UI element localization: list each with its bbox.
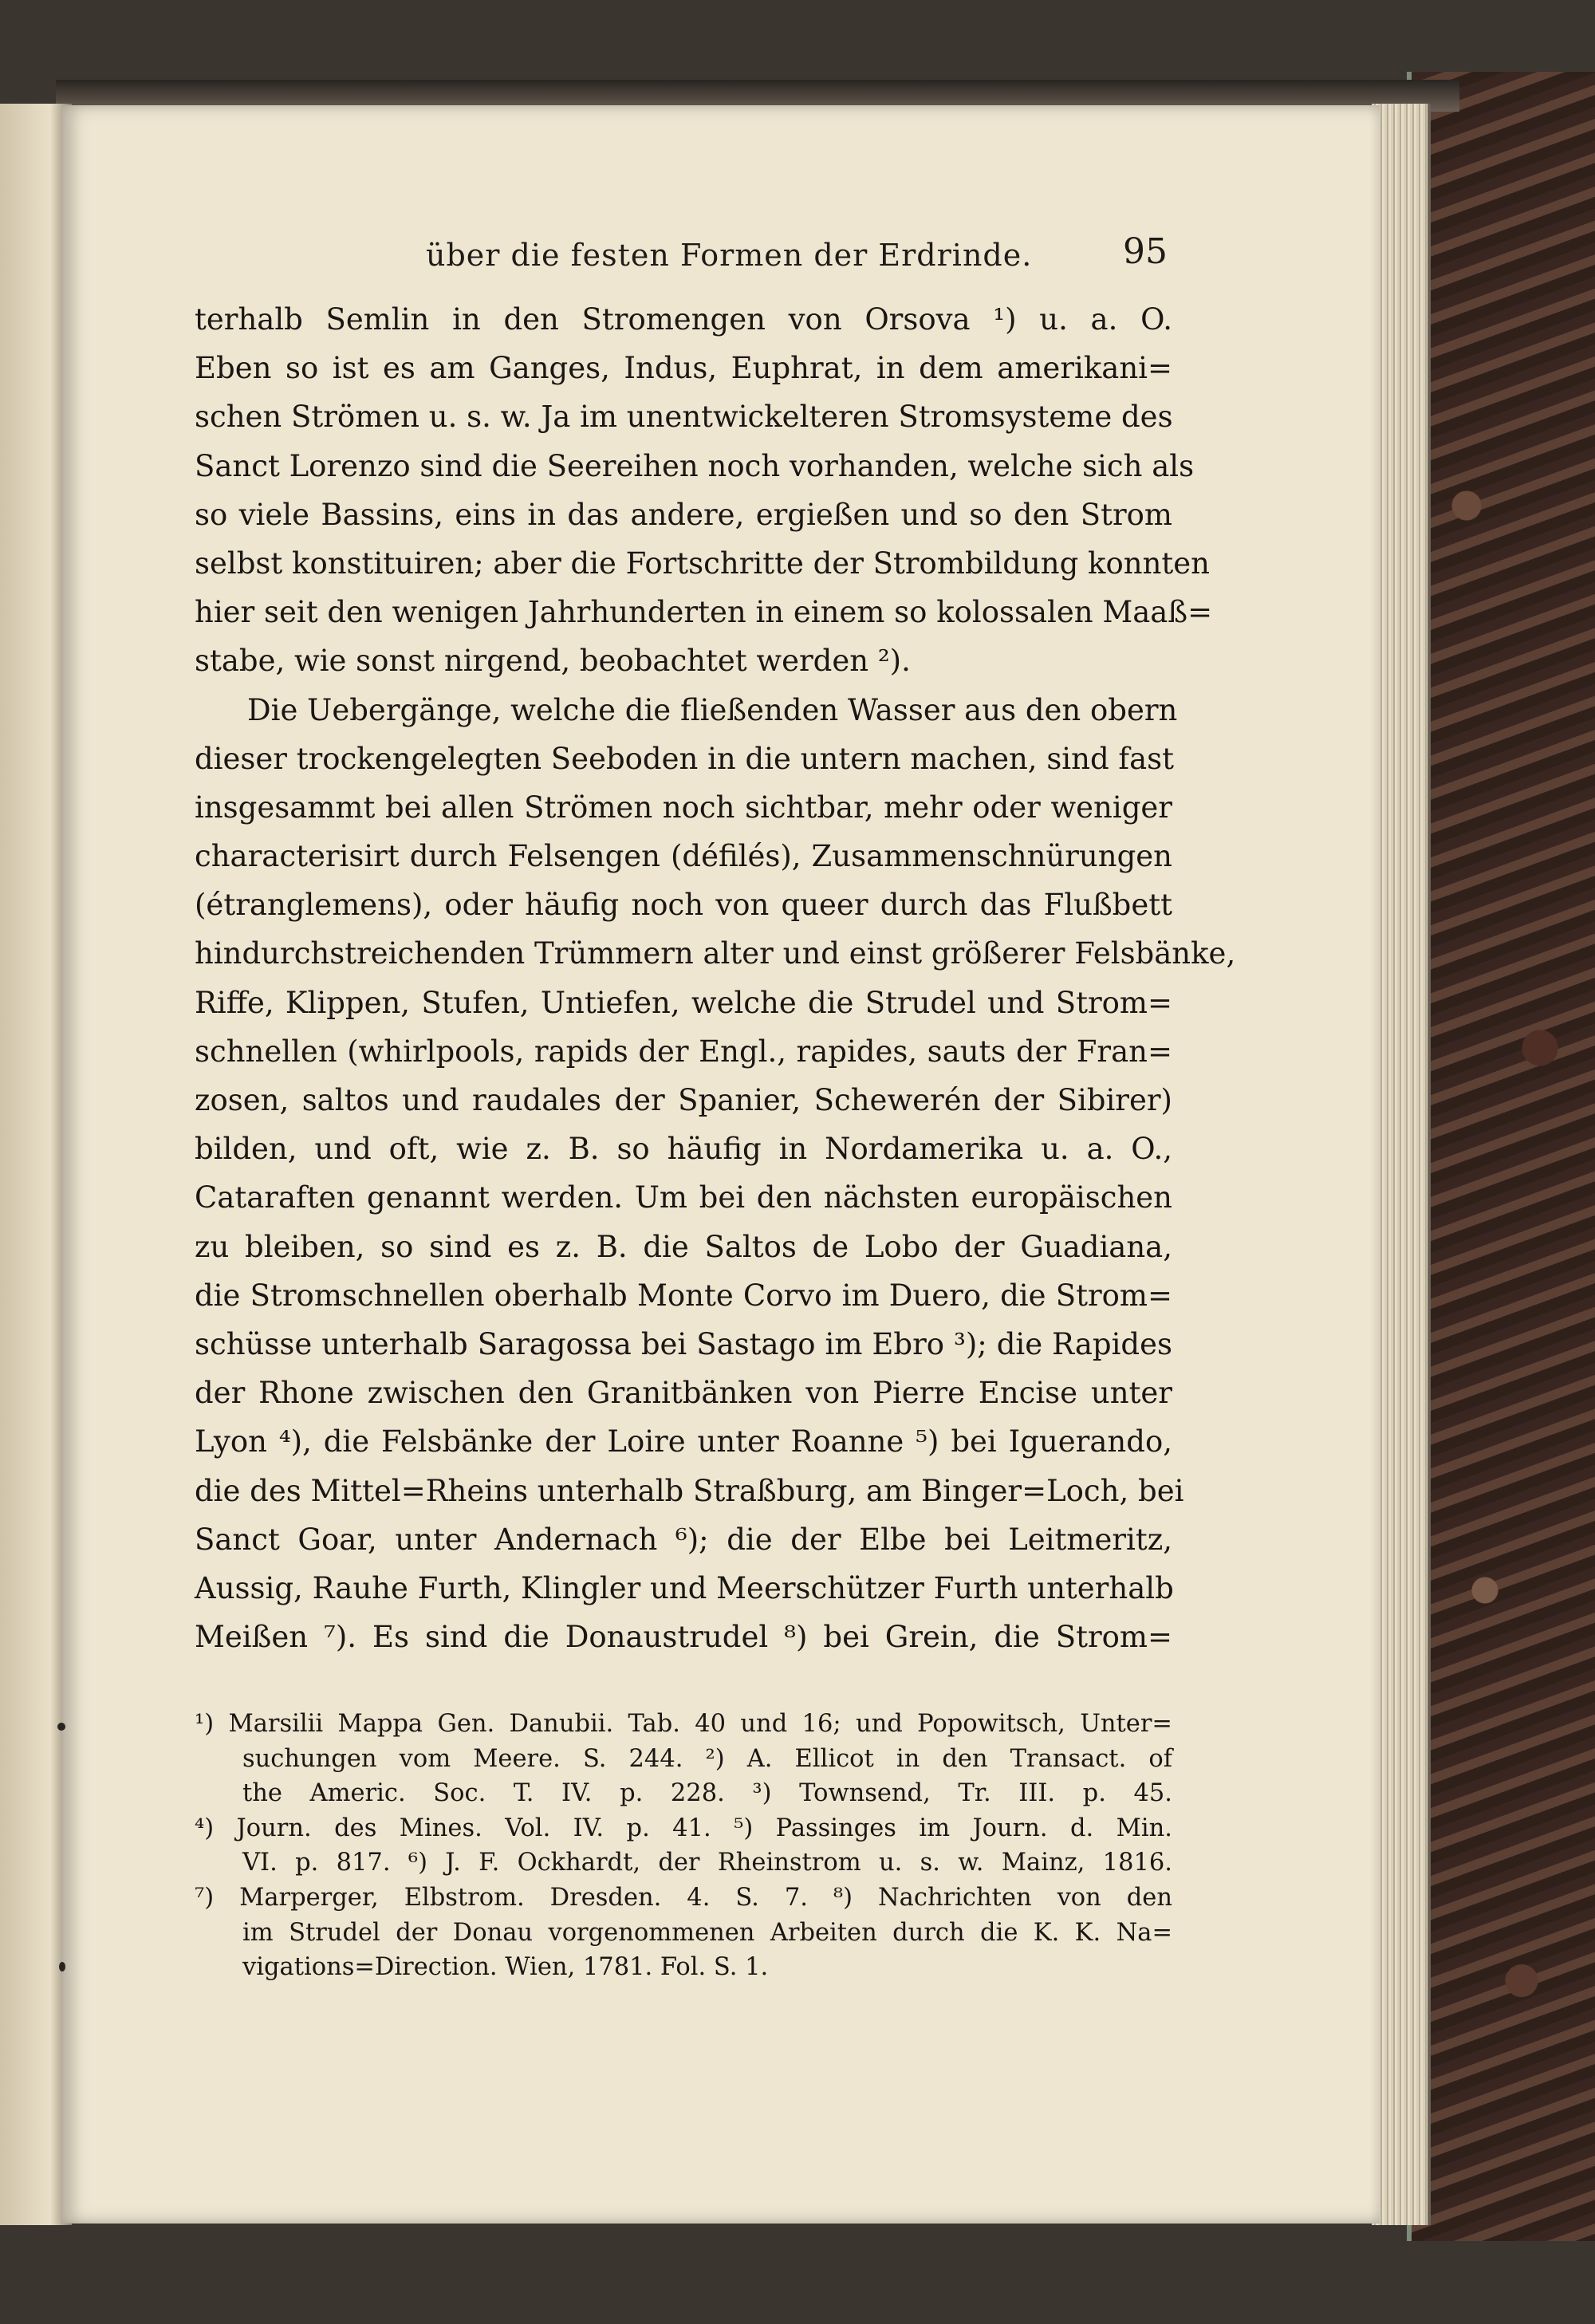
footnote-line: ⁴) Journ. des Mines. Vol. IV. p. 41. ⁵) Passinges im Journ. d. Min. <box>195 1814 1172 1842</box>
text-line: Sanct Goar, unter Andernach ⁶); die der Elbe bei Leitmeritz, <box>195 1522 1172 1557</box>
text-line: so viele Bassins, eins in das andere, ergießen und so den Strom <box>195 497 1172 532</box>
text-line: selbst konstituiren; aber die Fortschritte der Strombildung konnten <box>195 546 1210 581</box>
text-line: terhalb Semlin in den Stromengen von Orsova ¹) u. a. O. <box>195 302 1172 337</box>
facing-page-edge <box>0 104 72 2225</box>
running-header <box>426 231 1168 279</box>
text-line: dieser trockengelegten Seeboden in die untern machen, sind fast <box>195 741 1175 776</box>
text-line: Meißen ⁷). Es sind die Donaustrudel ⁸) bei Grein, die Strom= <box>195 1620 1172 1655</box>
text-line: hier seit den wenigen Jahrhunderten in einem so kolossalen Maaß= <box>195 595 1213 630</box>
text-line: zu bleiben, so sind es z. B. die Saltos de Lobo der Guadiana, <box>195 1229 1172 1264</box>
footnote-line: VI. p. 817. ⁶) J. F. Ockhardt, der Rheinstrom u. s. w. Mainz, 1816. <box>242 1849 1172 1877</box>
footnote-line: suchungen vom Meere. S. 244. ²) A. Ellicot in den Transact. of <box>242 1744 1172 1773</box>
text-line: zosen, saltos und raudales der Spanier, Schewerén der Sibirer) <box>195 1083 1172 1117</box>
text-line: (étranglemens), oder häufig noch von queer durch das Flußbett <box>195 888 1172 923</box>
page-number: 95 <box>1123 231 1168 272</box>
footnote-line: ⁷) Marperger, Elbstrom. Dresden. 4. S. 7. ⁸) Nachrichten von den <box>195 1883 1172 1912</box>
header-title: über die festen Formen der Erdrinde. <box>426 238 1033 273</box>
text-line: schnellen (whirlpools, rapids der Engl., rapides, sauts der Fran= <box>195 1034 1172 1069</box>
footnote-line: the Americ. Soc. T. IV. p. 228. ³) Townsend, Tr. III. p. 45. <box>242 1779 1172 1808</box>
text-line: Sanct Lorenzo sind die Seereihen noch vorhanden, welche sich als <box>195 448 1195 483</box>
body-text <box>195 295 1236 1661</box>
text-line: Eben so ist es am Ganges, Indus, Euphrat, in dem amerikani= <box>195 351 1172 386</box>
book-binding <box>1407 72 1595 2241</box>
text-line: Lyon ⁴), die Felsbänke der Loire unter Roanne ⁵) bei Iguerando, <box>195 1424 1172 1459</box>
text-line: Aussig, Rauhe Furth, Klingler und Meerschützer Furth unterhalb <box>195 1570 1174 1605</box>
footnote-line: im Strudel der Donau vorgenommenen Arbeiten durch die K. K. Na= <box>242 1918 1172 1947</box>
text-line: hindurchstreichenden Trümmern alter und einst größerer Felsbänke, <box>195 936 1236 971</box>
ink-speck <box>59 1962 65 1971</box>
text-line: Cataraften genannt werden. Um bei den nächsten europäischen <box>195 1180 1172 1215</box>
text-line: Die Uebergänge, welche die fließenden Wasser aus den obern <box>247 692 1178 727</box>
footnotes <box>195 1707 1172 1985</box>
text-line: Riffe, Klippen, Stufen, Untiefen, welche die Strudel und Strom= <box>195 985 1172 1020</box>
text-line: die Stromschnellen oberhalb Monte Corvo im Duero, die Strom= <box>195 1278 1172 1313</box>
text-line: insgesammt bei allen Strömen noch sichtbar, mehr oder weniger <box>195 790 1172 825</box>
ink-speck <box>57 1723 65 1731</box>
footnote-line: vigations=Direction. Wien, 1781. Fol. S. 1. <box>242 1953 769 1982</box>
text-line: die des Mittel=Rheins unterhalb Straßburg, am Binger=Loch, bei <box>195 1473 1184 1508</box>
text-line: der Rhone zwischen den Granitbänken von Pierre Encise unter <box>195 1376 1172 1411</box>
footnote-line: ¹) Marsilii Mappa Gen. Danubii. Tab. 40 und 16; und Popowitsch, Unter= <box>195 1710 1172 1738</box>
text-line: stabe, wie sonst nirgend, beobachtet werden ²). <box>195 644 911 679</box>
text-line: schüsse unterhalb Saragossa bei Sastago im Ebro ³); die Rapides <box>195 1326 1172 1361</box>
page-stack-edge <box>1372 104 1431 2225</box>
text-line: bilden, und oft, wie z. B. so häufig in Nordamerika u. a. O., <box>195 1132 1172 1167</box>
text-line: schen Strömen u. s. w. Ja im unentwickelteren Stromsysteme des <box>195 400 1173 435</box>
text-line: characterisirt durch Felsengen (défilés), Zusammenschnürungen <box>195 839 1172 874</box>
